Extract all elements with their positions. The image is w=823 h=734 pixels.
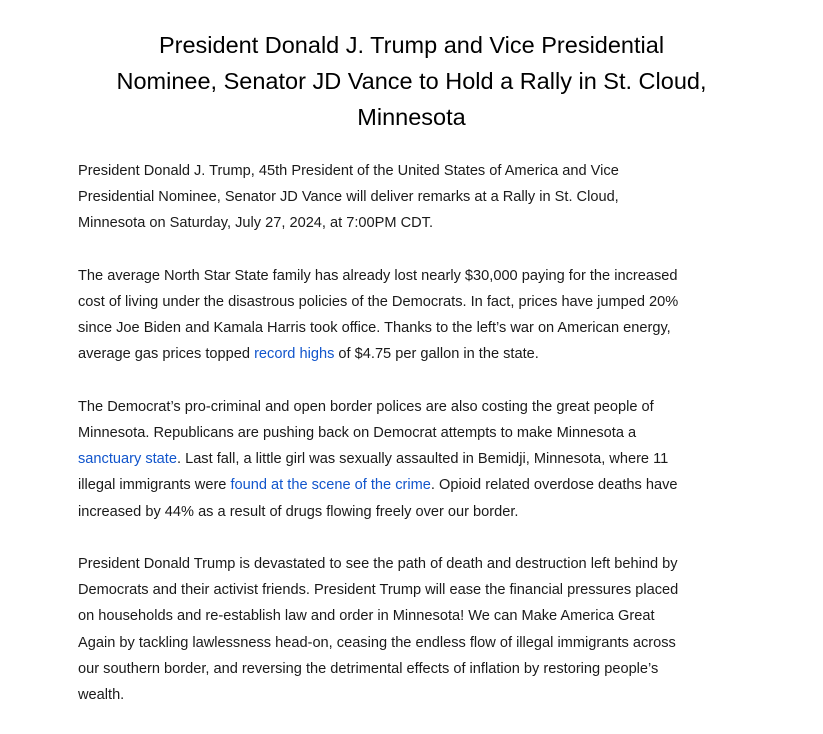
paragraph-line: wealth. [78, 687, 125, 704]
page-title [60, 27, 763, 135]
sanctuary-state-link[interactable]: sanctuary state [78, 451, 177, 468]
paragraph-line [78, 341, 778, 367]
paragraph-line: since Joe Biden and Kamala Harris took office. Thanks to the left’s war on American energy, [78, 320, 671, 337]
paragraph-border-policy [78, 394, 778, 525]
text-segment: . Opioid related overdose deaths have [430, 477, 678, 494]
paragraph-line: Minnesota on Saturday, July 27, 2024, at 7:00PM CDT. [78, 215, 434, 232]
title-line: President Donald J. Trump and Vice Presidential [158, 32, 665, 58]
paragraph-line: Minnesota. Republicans are pushing back on Democrat attempts to make Minnesota a [78, 425, 637, 441]
paragraph-event-announcement [78, 158, 778, 237]
paragraph-line [78, 472, 778, 498]
text-segment: . Last fall, a little girl was sexually assaulted in Bemidji, Minnesota, where 11 [176, 451, 669, 468]
paragraph-cost-of-living [78, 263, 778, 368]
text-segment: of $4.75 per gallon in the state. [334, 346, 539, 363]
paragraph-line: President Donald Trump is devastated to see the path of death and destruction left behind by [78, 556, 678, 572]
paragraph-line [78, 446, 778, 472]
title-line: Nominee, Senator JD Vance to Hold a Rally in St. Cloud, [116, 68, 707, 94]
text-segment: average gas prices topped [78, 346, 255, 363]
paragraph-line: Democrats and their activist friends. President Trump will ease the financial pressures placed [78, 582, 679, 599]
paragraph-line: our southern border, and reversing the detrimental effects of inflation by restoring people’s [78, 660, 659, 677]
title-line: Minnesota [357, 104, 466, 130]
paragraph-line: Again by tackling lawlessness head-on, ceasing the endless flow of illegal immigrants across [78, 634, 676, 651]
paragraph-line: The average North Star State family has already lost nearly $30,000 paying for the increased [78, 267, 678, 284]
paragraph-line: cost of living under the disastrous policies of the Democrats. In fact, prices have jumped 20% [78, 294, 679, 310]
article-body [78, 158, 778, 734]
paragraph-line: The Democrat’s pro-criminal and open border polices are also costing the great people of [78, 398, 654, 415]
paragraph-line: President Donald J. Trump, 45th President of the United States of America and Vice [78, 163, 619, 179]
crime-scene-link[interactable]: found at the scene of the crime [230, 477, 431, 494]
paragraph-line: Presidential Nominee, Senator JD Vance will deliver remarks at a Rally in St. Cloud, [78, 189, 619, 206]
record-highs-link[interactable]: record highs [254, 346, 335, 363]
paragraph-trump-plan [78, 551, 778, 708]
paragraph-line: increased by 44% as a result of drugs flowing freely over our border. [78, 503, 519, 520]
text-segment: illegal immigrants were [78, 477, 231, 494]
paragraph-line: on households and re-establish law and order in Minnesota! We can Make America Great [78, 608, 655, 625]
